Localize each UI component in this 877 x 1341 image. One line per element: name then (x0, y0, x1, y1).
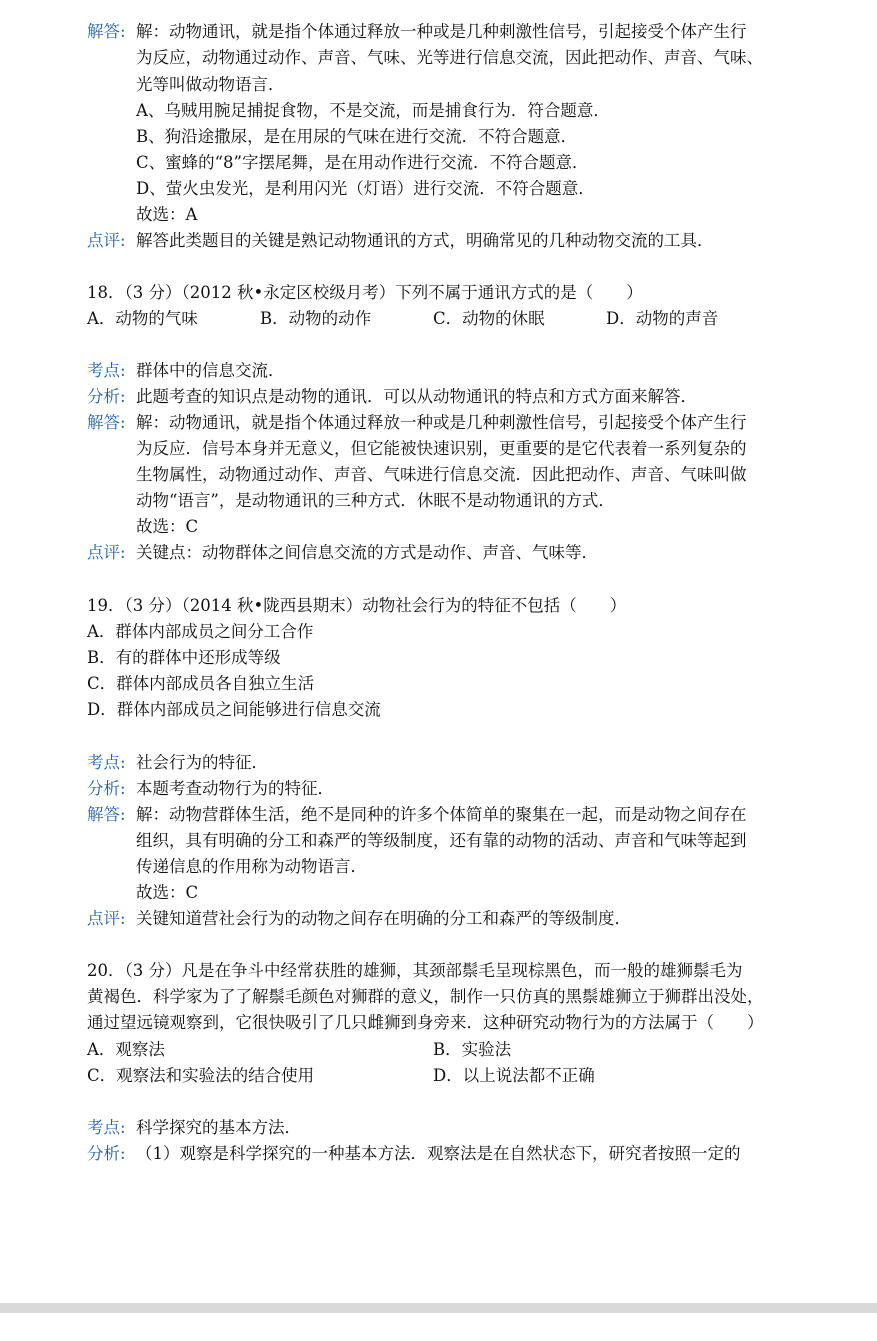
point-text: 群体中的信息交流． (136, 361, 285, 380)
option-a: A．观察法 (87, 1040, 165, 1059)
analysis-text: 本题考查动物行为的特征． (136, 779, 334, 798)
option-c: C．群体内部成员各自独立生活 (87, 674, 315, 693)
answer-choice: 故选：C (136, 517, 199, 536)
answer-line: D、萤火虫发光，是利用闪光（灯语）进行交流．不符合题意． (136, 179, 595, 198)
answer-line: 解：动物通讯，就是指个体通过释放一种或是几种刺激性信号，引起接受个体产生行 (136, 22, 747, 41)
answer-line: 动物“语言”，是动物通讯的三种方式．休眠不是动物通讯的方式． (136, 491, 615, 510)
point-label: 考点: (87, 753, 126, 772)
answer-label: 解答: (87, 413, 126, 432)
option-d: D．以上说法都不正确 (433, 1066, 595, 1085)
answer-line: 组织，具有明确的分工和森严的等级制度，还有靠的动物的活动、声音和气味等起到 (136, 831, 747, 850)
answer-line: 传递信息的作用称为动物语言． (136, 857, 367, 876)
page-bottom-divider (0, 1303, 877, 1313)
question-stem-line: 黄褐色．科学家为了了解鬃毛颜色对狮群的意义，制作一只仿真的黑鬃雄狮立于狮群出没处， (87, 987, 764, 1006)
question-stem-line: 20．（3 分）凡是在争斗中经常获胜的雄狮，其颈部鬃毛呈现棕黑色，而一般的雄狮鬃毛为 (87, 961, 743, 980)
question-stem: 19．（3 分）（2014 秋•陇西县期末）动物社会行为的特征不包括（ ） (87, 596, 627, 615)
answer-line: 生物属性，动物通过动作、声音、气味进行信息交流．因此把动作、声音、气味叫做 (136, 465, 747, 484)
comment-text: 关键点：动物群体之间信息交流的方式是动作、声音、气味等． (136, 543, 598, 562)
point-label: 考点: (87, 1118, 126, 1137)
answer-choice: 故选：C (136, 883, 199, 902)
option-c: C．动物的休眠 (433, 309, 545, 328)
answer-line: B、狗沿途撒尿，是在用尿的气味在进行交流．不符合题意． (136, 127, 578, 146)
option-a: A．群体内部成员之间分工合作 (87, 622, 314, 641)
comment-label: 点评: (87, 231, 126, 250)
question-stem-line: 通过望远镜观察到，它很快吸引了几只雌狮到身旁来．这种研究动物行为的方法属于（ ） (87, 1013, 764, 1032)
answer-line: C、蜜蜂的“8”字摆尾舞，是在用动作进行交流．不符合题意． (136, 153, 589, 172)
option-b: B．动物的动作 (260, 309, 372, 328)
answer-line: 为反应，动物通过动作、声音、气味、光等进行信息交流，因此把动作、声音、气味、 (136, 48, 763, 67)
option-c: C．观察法和实验法的结合使用 (87, 1066, 315, 1085)
analysis-text: （1）观察是科学探究的一种基本方法．观察法是在自然状态下，研究者按照一定的 (136, 1144, 741, 1163)
comment-text: 关键知道营社会行为的动物之间存在明确的分工和森严的等级制度． (136, 909, 631, 928)
analysis-label: 分析: (87, 1144, 126, 1163)
answer-label: 解答: (87, 805, 126, 824)
point-text: 科学探究的基本方法． (136, 1118, 301, 1137)
answer-line: 光等叫做动物语言． (136, 75, 285, 94)
comment-text: 解答此类题目的关键是熟记动物通讯的方式，明确常见的几种动物交流的工具． (136, 231, 714, 250)
comment-label: 点评: (87, 543, 126, 562)
point-text: 社会行为的特征． (136, 753, 268, 772)
comment-label: 点评: (87, 909, 126, 928)
answer-label: 解答: (87, 22, 126, 41)
option-b: B．有的群体中还形成等级 (87, 648, 281, 667)
option-a: A．动物的气味 (87, 309, 198, 328)
answer-line: 解：动物营群体生活，绝不是同种的许多个体简单的聚集在一起，而是动物之间存在 (136, 805, 747, 824)
answer-line: 解：动物通讯，就是指个体通过释放一种或是几种刺激性信号，引起接受个体产生行 (136, 413, 747, 432)
option-b: B．实验法 (433, 1040, 512, 1059)
point-label: 考点: (87, 361, 126, 380)
answer-line: 为反应．信号本身并无意义，但它能被快速识别，更重要的是它代表着一系列复杂的 (136, 439, 747, 458)
analysis-label: 分析: (87, 779, 126, 798)
analysis-text: 此题考查的知识点是动物的通讯．可以从动物通讯的特点和方式方面来解答． (136, 387, 697, 406)
analysis-label: 分析: (87, 387, 126, 406)
answer-line: A、乌贼用腕足捕捉食物，不是交流，而是捕食行为．符合题意． (136, 101, 610, 120)
answer-choice: 故选：A (136, 205, 198, 224)
option-d: D．群体内部成员之间能够进行信息交流 (87, 700, 381, 719)
option-d: D．动物的声音 (606, 309, 719, 328)
question-stem: 18．（3 分）（2012 秋•永定区校级月考）下列不属于通讯方式的是（ ） (87, 283, 643, 302)
